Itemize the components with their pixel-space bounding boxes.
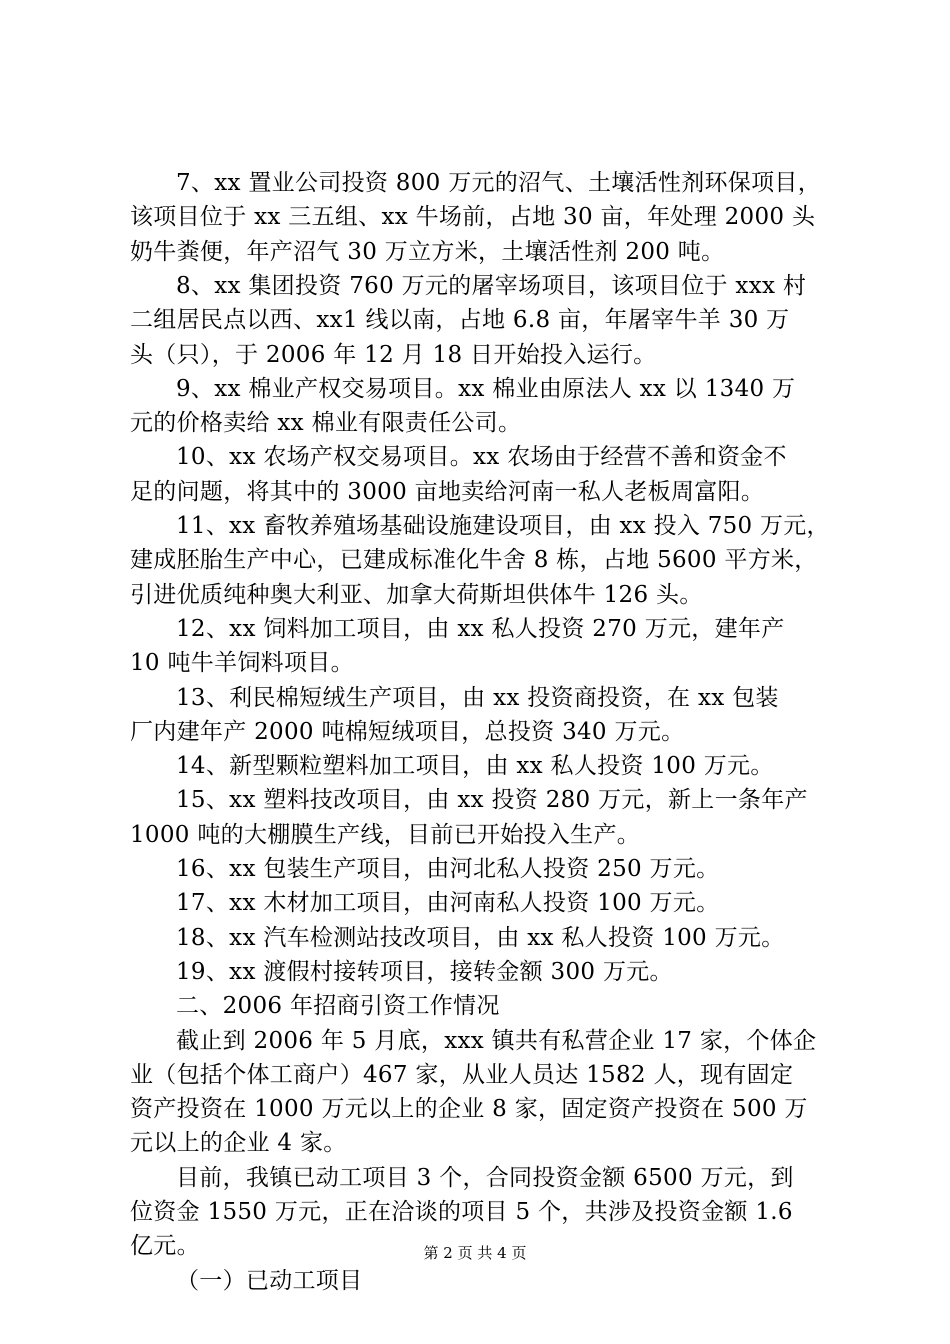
text-line: 奶牛粪便，年产沼气 30 万立方米，土壤活性剂 200 吨。 [130, 238, 725, 265]
text-line: 16、xx 包装生产项目，由河北私人投资 250 万元。 [176, 856, 720, 882]
text-line: 10、xx 农场产权交易项目。xx 农场由于经营不善和资金不 [176, 444, 787, 471]
page-footer: 第 2 页 共 4 页 [423, 1244, 527, 1262]
text-line: 元以上的企业 4 家。 [130, 1130, 347, 1157]
text-line: （一）已动工项目 [176, 1267, 363, 1294]
text-line: 足的问题，将其中的 3000 亩地卖给河南一私人老板周富阳。 [130, 478, 765, 505]
text-line: 12、xx 饲料加工项目，由 xx 私人投资 270 万元，建年产 [176, 615, 785, 642]
text-line: 元的价格卖给 xx 棉业有限责任公司。 [130, 410, 522, 437]
text-line: 14、新型颗粒塑料加工项目，由 xx 私人投资 100 万元。 [176, 753, 774, 780]
text-line: 截止到 2006 年 5 月底，xxx 镇共有私营企业 17 家，个体企 [176, 1027, 817, 1054]
text-line: 11、xx 畜牧养殖场基础设施建设项目，由 xx 投入 750 万元， [176, 513, 830, 539]
text-line: 资产投资在 1000 万元以上的企业 8 家，固定资产投资在 500 万 [130, 1096, 808, 1123]
text-line: 17、xx 木材加工项目，由河南私人投资 100 万元。 [176, 890, 720, 917]
text-line: 该项目位于 xx 三五组、xx 牛场前，占地 30 亩，年处理 2000 头 [130, 204, 816, 231]
text-line: 二、2006 年招商引资工作情况 [176, 993, 500, 1020]
text-line: 头（只），于 2006 年 12 月 18 日开始投入运行。 [130, 341, 657, 368]
text-line: 厂内建年产 2000 吨棉短绒项目，总投资 340 万元。 [130, 718, 685, 745]
text-line: 1000 吨的大棚膜生产线，目前已开始投入生产。 [130, 821, 641, 848]
text-line: 18、xx 汽车检测站技改项目，由 xx 私人投资 100 万元。 [176, 924, 785, 951]
text-line: 8、xx 集团投资 760 万元的屠宰场项目，该项目位于 xxx 村 [176, 272, 807, 299]
text-line: 业（包括个体工商户）467 家，从业人员达 1582 人，现有固定 [130, 1061, 794, 1088]
text-line: 10 吨牛羊饲料项目。 [130, 650, 354, 677]
text-line: 7、xx 置业公司投资 800 万元的沼气、土壤活性剂环保项目， [176, 170, 822, 196]
text-line: 目前，我镇已动工项目 3 个，合同投资金额 6500 万元，到 [176, 1164, 794, 1191]
text-line: 二组居民点以西、xx1 线以南，占地 6.8 亩，年屠宰牛羊 30 万 [130, 307, 790, 334]
text-line: 亿元。 [130, 1233, 200, 1260]
text-line: 13、利民棉短绒生产项目，由 xx 投资商投资，在 xx 包装 [176, 684, 779, 711]
text-line: 建成胚胎生产中心，已建成标准化牛舍 8 栋，占地 5600 平方米， [130, 547, 818, 574]
text-line: 引进优质纯种奥大利亚、加拿大荷斯坦供体牛 126 头。 [130, 581, 703, 608]
text-line: 位资金 1550 万元，正在洽谈的项目 5 个，共涉及投资金额 1.6 [130, 1199, 793, 1225]
text-line: 19、xx 渡假村接转项目，接转金额 300 万元。 [176, 958, 673, 985]
text-line: 9、xx 棉业产权交易项目。xx 棉业由原法人 xx 以 1340 万 [176, 375, 796, 402]
text-line: 15、xx 塑料技改项目，由 xx 投资 280 万元，新上一条年产 [176, 787, 808, 814]
